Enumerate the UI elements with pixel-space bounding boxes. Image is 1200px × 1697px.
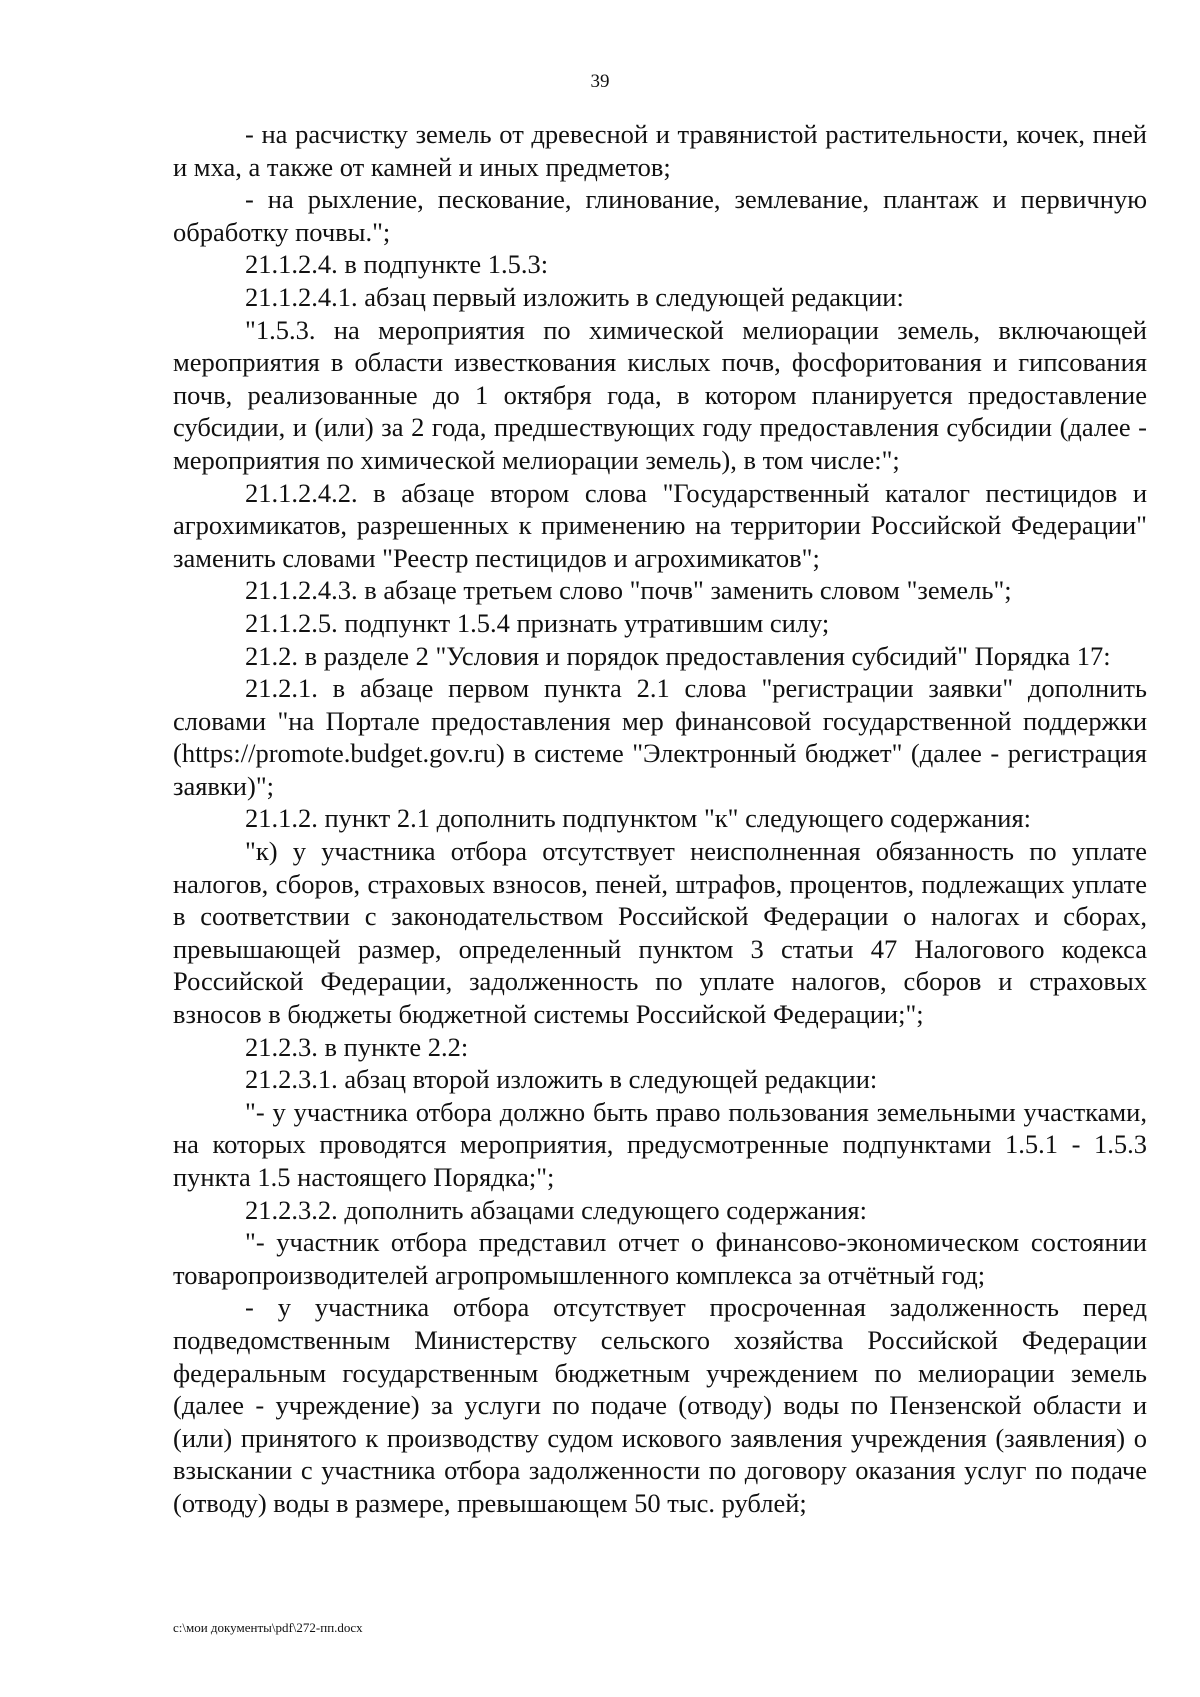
paragraph: 21.2.3. в пункте 2.2: <box>245 1031 469 1062</box>
paragraph: "- участник отбора представил отчет о финансово-экономическом состоянии товаропроизводителей агропромышленного комплекса за отчётный год; <box>173 1227 1147 1290</box>
paragraph: 21.1.2.4.1. абзац первый изложить в следующей редакции: <box>245 281 904 312</box>
paragraph: - на расчистку земель от древесной и травянистой растительности, кочек, пней и мха, а также от камней и иных предметов; <box>173 119 1147 182</box>
paragraph: 21.2.3.1. абзац второй изложить в следующей редакции: <box>245 1064 878 1095</box>
paragraph: "- у участника отбора должно быть право пользования земельными участками, на которых проводятся мероприятия, предусмотренные подпунктами 1.5.1 - 1.5.3 пункта 1.5 настоящего Порядка;"; <box>173 1096 1147 1192</box>
paragraph: 21.1.2.5. подпункт 1.5.4 признать утратившим силу; <box>245 607 830 638</box>
document-body <box>173 118 1147 1520</box>
page-number: 39 <box>590 71 610 92</box>
paragraph: 21.1.2.4.2. в абзаце втором слова "Государственный каталог пестицидов и агрохимикатов, разрешенных к применению на территории Российской Федерации" заменить словами "Реестр пестицидов и агрохимикатов"; <box>173 477 1147 573</box>
paragraph: 21.1.2.4.3. в абзаце третьем слово "почв" заменить словом "земель"; <box>245 575 1012 606</box>
paragraph: 21.1.2.4. в подпункте 1.5.3: <box>245 249 549 280</box>
paragraph: 21.2.3.2. дополнить абзацами следующего содержания: <box>245 1194 867 1225</box>
paragraph: 21.1.2. пункт 2.1 дополнить подпунктом "к" следующего содержания: <box>245 803 1031 834</box>
paragraph: 21.2.1. в абзаце первом пункта 2.1 слова "регистрации заявки" дополнить словами "на Портале предоставления мер финансовой государственной поддержки (https://promote.budget.gov.ru) в системе "Электронный бюджет" (далее - регистрация заявки)"; <box>173 673 1147 801</box>
file-path-footer: c:\мои документы\pdf\272-пп.docx <box>173 1620 363 1635</box>
paragraph: 21.2. в разделе 2 "Условия и порядок предоставления субсидий" Порядка 17: <box>245 640 1111 671</box>
paragraph: "к) у участника отбора отсутствует неисполненная обязанность по уплате налогов, сборов, страховых взносов, пеней, штрафов, процентов, подлежащих уплате в соответствии с законодательством Российской Федерации о налогах и сборах, превышающей размер, определенный пунктом 3 статьи 47 Налогового кодекса Российской Федерации, задолженность по уплате налогов, сборов и страховых взносов в бюджеты бюджетной системы Российской Федерации;"; <box>173 836 1147 1030</box>
paragraph: "1.5.3. на мероприятия по химической мелиорации земель, включающей мероприятия в области известкования кислых почв, фосфоритования и гипсования почв, реализованные до 1 октября года, в котором планируется предоставление субсидии, и (или) за 2 года, предшествующих году предоставления субсидии (далее - мероприятия по химической мелиорации земель), в том числе:"; <box>173 314 1147 475</box>
paragraph: - на рыхление, пескование, глинование, землевание, плантаж и первичную обработку почвы."; <box>173 184 1147 247</box>
paragraph: - у участника отбора отсутствует просроченная задолженность перед подведомственным Министерству сельского хозяйства Российской Федерации федеральным государственным бюджетным учреждением по мелиорации земель (далее - учреждение) за услуги по подаче (отводу) воды по Пензенской области и (или) принятого к производству судом искового заявления учреждения (заявления) о взыскании с участника отбора задолженности по договору оказания услуг по подаче (отводу) воды в размере, превышающем 50 тыс. рублей; <box>173 1292 1147 1518</box>
